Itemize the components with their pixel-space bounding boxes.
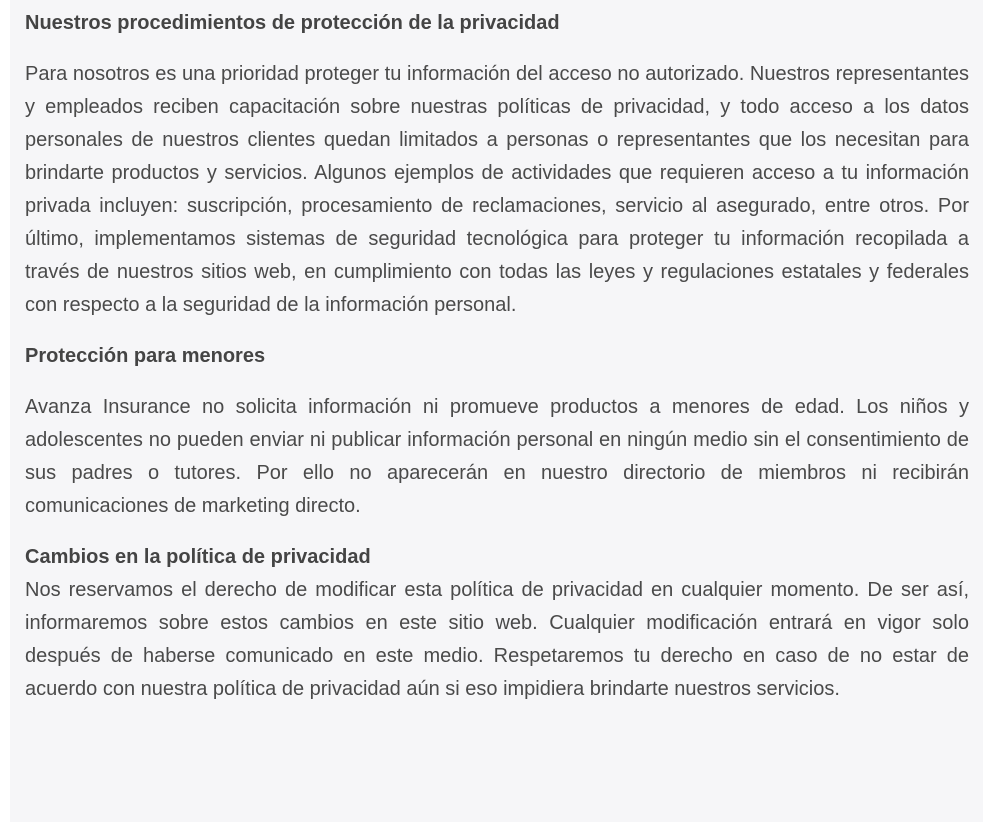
privacy-policy-panel <box>10 0 983 822</box>
section-body-minors-protection: Avanza Insurance no solicita información ni promueve productos a menores de edad. Los niños y adolescentes no pueden enviar ni publicar información personal en ningún medio sin el consentimiento de sus padres o tutores. Por ello no aparecerán en nuestro directorio de miembros ni recibirán comunicaciones de marketing directo. <box>25 396 969 517</box>
section-body-privacy-procedures: Para nosotros es una prioridad proteger tu información del acceso no autorizado. Nuestros representantes y empleados reciben capacitación sobre nuestras políticas de privacidad, y todo acceso a los datos personales de nuestros clientes quedan limitados a personas o representantes que los necesitan para brindarte productos y servicios. Algunos ejemplos de actividades que requieren acceso a tu información privada incluyen: suscripción, procesamiento de reclamaciones, servicio al asegurado, entre otros. Por último, implementamos sistemas de seguridad tecnológica para proteger tu información recopilada a través de nuestros sitios web, en cumplimiento con todas las leyes y regulaciones estatales y federales con respecto a la seguridad de la información personal. <box>25 63 969 316</box>
section-body-policy-changes: Nos reservamos el derecho de modificar esta política de privacidad en cualquier momento. De ser así, informaremos sobre estos cambios en este sitio web. Cualquier modificación entrará en vigor solo después de haberse comunicado en este medio. Respetaremos tu derecho en caso de no estar de acuerdo con nuestra política de privacidad aún si eso impidiera brindarte nuestros servicios. <box>25 579 969 700</box>
section-title-minors-protection: Protección para menores <box>25 345 266 367</box>
section-title-privacy-procedures: Nuestros procedimientos de protección de la privacidad <box>25 12 560 34</box>
section-title-policy-changes: Cambios en la política de privacidad <box>25 546 371 568</box>
